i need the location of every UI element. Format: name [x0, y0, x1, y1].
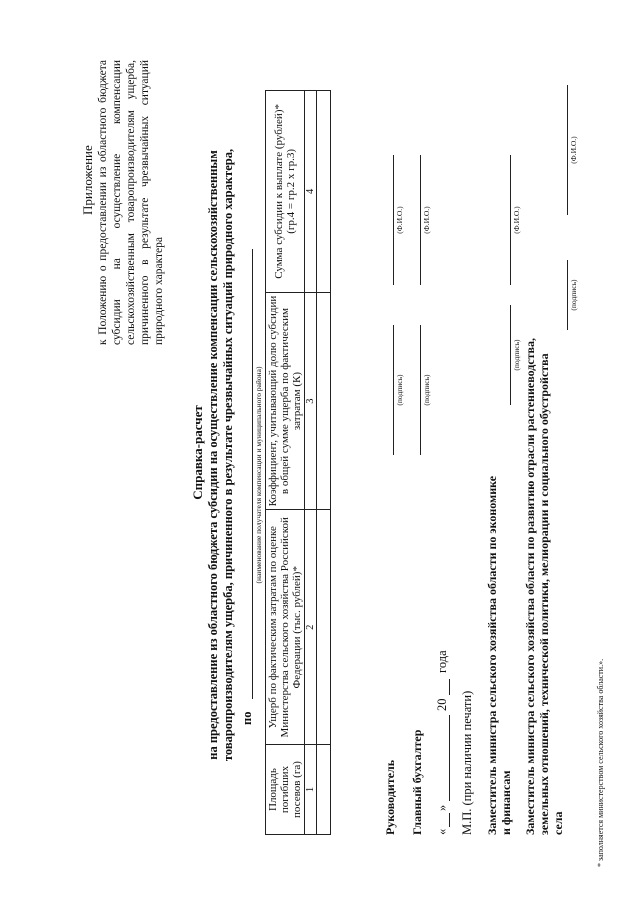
stamp-label: М.П. (при наличии печати) — [460, 690, 474, 835]
head-sign-line[interactable] — [393, 325, 394, 455]
name-caption: (Ф.И.О.) — [512, 206, 521, 234]
deputy-economy-label: Заместитель министра сельского хозяйства области по экономике и финансам — [485, 475, 513, 835]
calculation-table — [265, 90, 331, 835]
document-subtitle: на предоставление из областного бюджета субсидии на осуществление компенсации сельскохозяйственным товаропроизводителям ущерба, причиненного в результате чрезвычайных ситуаций природного характера, — [206, 148, 235, 762]
table-header-row — [266, 91, 305, 835]
sign-caption: (подпись) — [569, 279, 578, 311]
table-cell[interactable] — [317, 510, 331, 745]
header-coefficient: Коэффициент, учитывающий долю субсидии в общей сумме ущерба по фактическим затратам (К) — [266, 292, 305, 510]
date-line — [435, 595, 453, 835]
header-subsidy: Сумма субсидии к выплате (рублей)* (гр.4 = гр.2 х гр.3) — [266, 91, 305, 293]
document-title: Справка-расчет — [190, 405, 205, 500]
name-caption: (Ф.И.О.) — [569, 136, 578, 164]
sign-caption: (подпись) — [512, 339, 521, 371]
deputy-crop-name-line[interactable] — [567, 85, 568, 215]
table-row — [317, 91, 331, 835]
sign-caption: (подпись) — [422, 374, 431, 406]
po-caption: (наименование получателя компенсации и муниципального района) — [254, 366, 263, 584]
accountant-name-line[interactable] — [420, 155, 421, 285]
name-caption: (Ф.И.О.) — [422, 206, 431, 234]
column-number: 2 — [305, 510, 317, 745]
column-number: 4 — [305, 91, 317, 293]
date-year-line[interactable] — [449, 679, 450, 695]
table-number-row — [305, 91, 317, 835]
appendix-text: к Положению о предоставлении из областного бюджета субсидии на осуществление компенсации сельскохозяйственным товаропроизводителям ущерба, причиненного в результате чрезвычайных ситуаций природного характера — [97, 60, 165, 345]
deputy-economy-name-line[interactable] — [510, 155, 511, 285]
deputy-crop-sign-line[interactable] — [567, 260, 568, 330]
name-caption: (Ф.И.О.) — [395, 206, 404, 234]
head-name-line[interactable] — [393, 155, 394, 285]
footnote: * заполняется министерством сельского хозяйства области.». — [596, 658, 605, 867]
column-number: 1 — [305, 745, 317, 835]
deputy-crop-label: Заместитель министра сельского хозяйства области по развитию отрасли растениеводства, земельных отношений, технической политики, мелиорации и социального обустройства села — [523, 337, 565, 835]
date-open-quote: « — [435, 828, 449, 835]
sign-caption: (подпись) — [395, 374, 404, 406]
po-fill-line — [252, 249, 253, 699]
table-cell[interactable] — [317, 91, 331, 293]
accountant-label: Главный бухгалтер — [410, 729, 424, 835]
head-label: Руководитель — [383, 759, 397, 835]
date-day-line[interactable] — [449, 813, 450, 827]
date-month-line[interactable] — [449, 715, 450, 801]
header-damage: Ущерб по фактическим затратам по оценке Министерства сельского хозяйства Российской Федерации (тыс. рублей)* — [266, 510, 305, 745]
deputy-economy-sign-line[interactable] — [510, 305, 511, 405]
po-label: по — [240, 711, 254, 725]
date-year-prefix: 20 — [435, 698, 449, 711]
date-close-quote: » — [435, 804, 449, 811]
accountant-sign-line[interactable] — [420, 325, 421, 455]
table-cell[interactable] — [317, 745, 331, 835]
appendix-title: Приложение — [80, 145, 95, 215]
column-number: 3 — [305, 292, 317, 510]
table-cell[interactable] — [317, 292, 331, 510]
date-year-suffix: года — [435, 650, 449, 673]
header-area: Площадь погибших посевов (га) — [266, 745, 305, 835]
